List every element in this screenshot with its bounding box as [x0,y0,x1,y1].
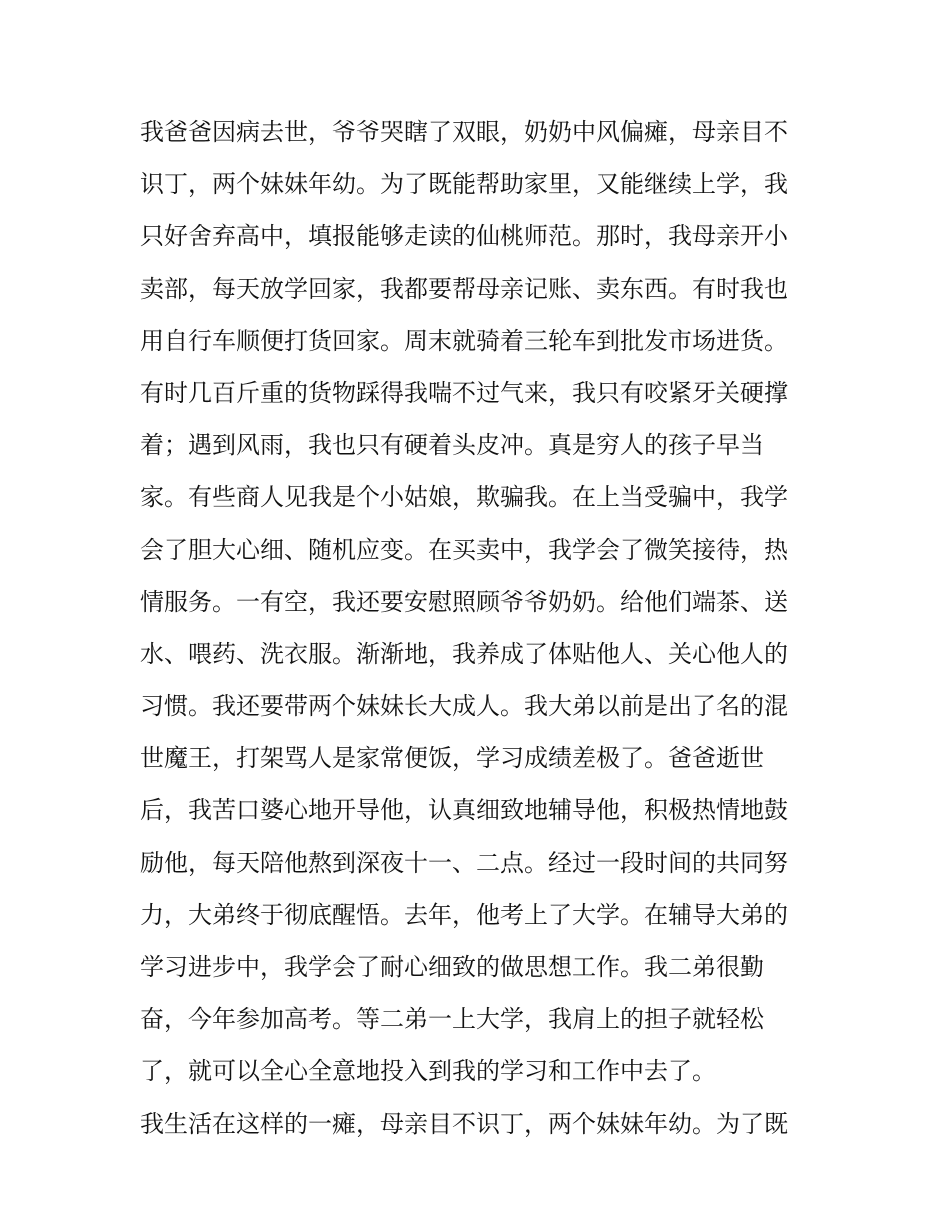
text-line: 用自行车顺便打货回家。周末就骑着三轮车到批发市场进货。 [140,326,788,355]
text-line: 励他，每天陪他熬到深夜十一、二点。经过一段时间的共同努 [140,848,788,877]
text-line: 后，我苦口婆心地开导他，认真细致地辅导他，积极热情地鼓 [140,796,788,825]
text-line: 世魔王，打架骂人是家常便饭，学习成绩差极了。爸爸逝世 [140,744,764,773]
text-line: 习惯。我还要带两个妹妹长大成人。我大弟以前是出了名的混 [140,692,788,721]
text-line: 着；遇到风雨，我也只有硬着头皮冲。真是穷人的孩子早当 [140,431,764,460]
text-line: 有时几百斤重的货物踩得我喘不过气来，我只有咬紧牙关硬撑 [140,378,788,407]
text-line: 力，大弟终于彻底醒悟。去年，他考上了大学。在辅导大弟的 [140,900,788,929]
text-line: 水、喂药、洗衣服。渐渐地，我养成了体贴他人、关心他人的 [140,639,788,668]
text-line: 学习进步中，我学会了耐心细致的做思想工作。我二弟很勤 [140,953,764,981]
text-line: 我生活在这样的一瘫，母亲目不识丁，两个妹妹年幼。为了既 [140,1109,788,1138]
body-text [140,106,820,1150]
text-line: 奋，今年参加高考。等二弟一上大学，我肩上的担子就轻松 [140,1005,764,1034]
text-line: 了，就可以全心全意地投入到我的学习和工作中去了。 [140,1057,716,1086]
text-line: 卖部，每天放学回家，我都要帮母亲记账、卖东西。有时我也 [140,274,788,303]
text-line: 会了胆大心细、随机应变。在买卖中，我学会了微笑接待，热 [140,535,788,564]
text-line: 识丁，两个妹妹年幼。为了既能帮助家里，又能继续上学，我 [140,170,788,199]
text-line: 情服务。一有空，我还要安慰照顾爷爷奶奶。给他们端茶、送 [140,587,788,616]
text-line: 我爸爸因病去世，爷爷哭瞎了双眼，奶奶中风偏瘫，母亲目不 [140,118,788,146]
text-line: 只好舍弃高中，填报能够走读的仙桃师范。那时，我母亲开小 [140,222,788,251]
text-line: 家。有些商人见我是个小姑娘，欺骗我。在上当受骗中，我学 [140,483,788,512]
